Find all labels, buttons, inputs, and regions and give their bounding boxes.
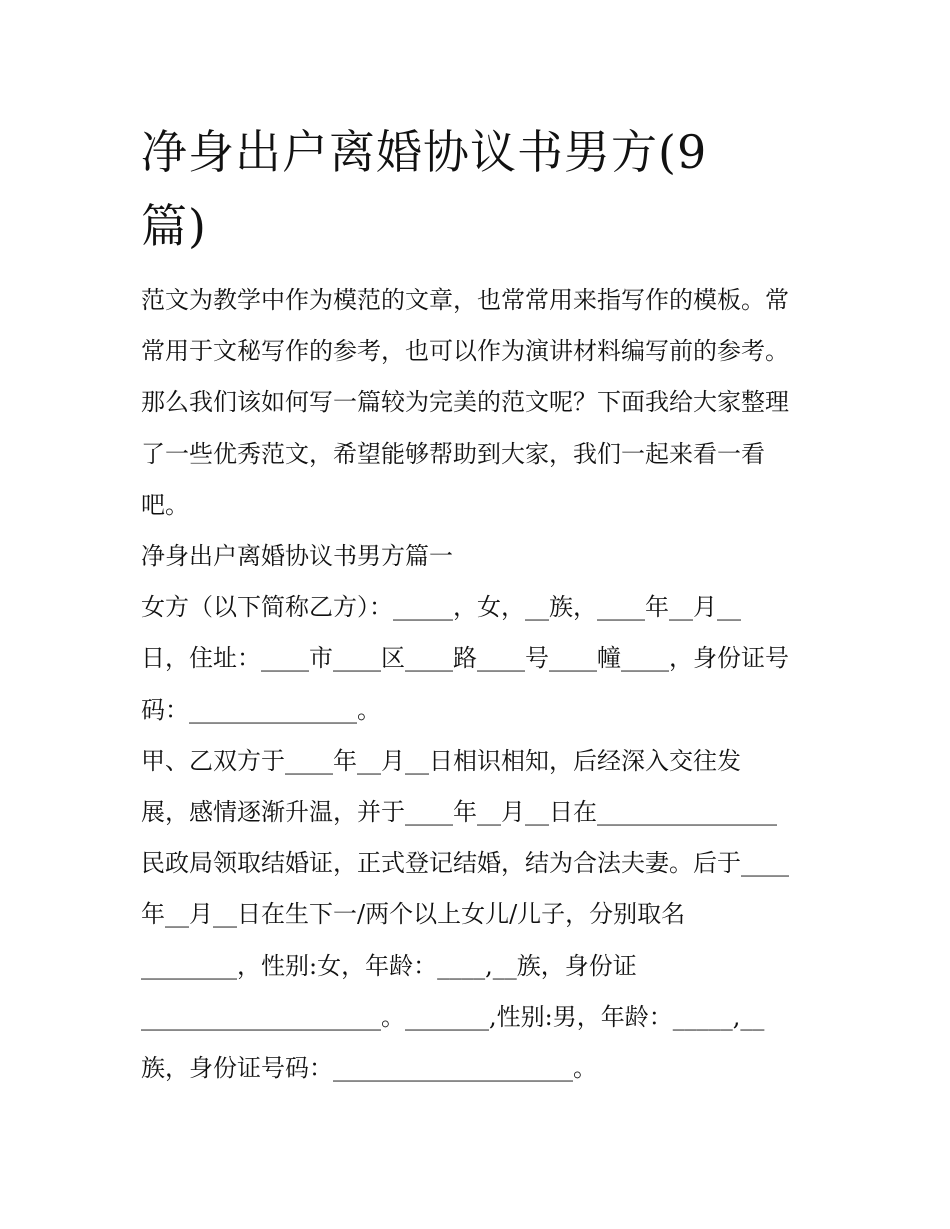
document-title [141,115,781,263]
section-heading: 净身出户离婚协议书男方篇一 [141,542,453,571]
intro-line: 吧。 [141,490,189,519]
document-body [141,275,813,1094]
marriage-info-line: 甲、乙双方于____年__月__日相识相知，后经深入交往发 [141,746,741,775]
marriage-info-line: ________，性别:女，年龄：____,__族，身份证 [141,951,637,980]
intro-line: 常用于文秘写作的参考，也可以作为演讲材料编写前的参考。 [141,337,789,366]
marriage-info-line: 年__月__日在生下一/两个以上女儿/儿子，分别取名 [141,900,686,929]
party-info-line: 日，住址：____市____区____路____号____幢____，身份证号 [141,644,789,673]
marriage-info-line: 民政局领取结婚证，正式登记结婚，结为合法夫妻。后于____ [141,849,789,878]
intro-line: 那么我们该如何写一篇较为完美的范文呢？下面我给大家整理 [141,388,789,417]
party-info-line: 女方（以下简称乙方）：_____，女，__族，____年__月__ [141,593,741,622]
marriage-info-line: 族，身份证号码：____________________。 [141,1054,597,1083]
party-info-line: 码：______________。 [141,695,381,724]
intro-line: 范文为教学中作为模范的文章，也常常用来指写作的模板。常 [141,286,789,314]
marriage-info-line: ____________________。_______,性别:男，年龄：_____,__ [141,1002,765,1031]
document-title-line-1: 净身出户离婚协议书男方(9 [141,125,708,179]
intro-line: 了一些优秀范文，希望能够帮助到大家，我们一起来看一看 [141,439,765,468]
marriage-info-line: 展，感情逐渐升温，并于____年__月__日在_______________ [141,798,777,827]
document-title-line-2: 篇) [141,199,207,253]
